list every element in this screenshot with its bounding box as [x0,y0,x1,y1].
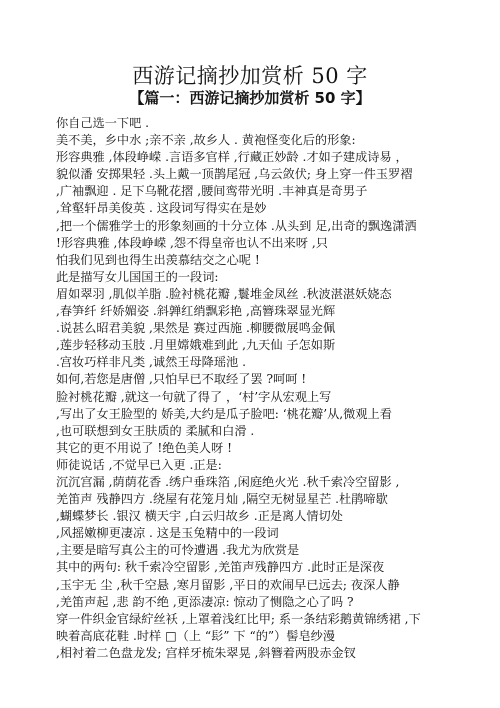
body-line: ,玉宇无 尘 ,秋千空悬 ,寒月留影 ,平日的欢闹早已远去; 夜深人静 [56,577,400,592]
body-line: ,春笋纤 纤娇媚姿 .斜亸红绡飘彩艳 ,高簪珠翠显光辉 [56,304,336,319]
body-line: 映着高底花鞋 .时样 □（上 “髟” 下 “的”）髻皂纱漫 [56,628,336,643]
body-line: ,写出了女王脸型的 娇美,大约是瓜子脸吧: ‘桃花瓣’从,微观上看 [56,406,392,421]
body-line: 美不美，乡中水 ;亲不亲 ,故乡人 . 黄袍怪变化后的形象: [56,133,356,148]
body-line: 此是描写女儿国国王的一段词: [56,269,219,284]
body-line: ,也可联想到女王肤质的 柔腻和白滑 . [56,423,255,438]
body-line: 师徒说话 ,不觉早已入更 .正是: [56,457,222,472]
body-line: 穿一件织金官绿紵丝袄 ,上罩着浅红比甲; 系一条结彩鹅黄锦绣裙 ,下 [56,611,421,626]
document-title: 西游记摘抄加赏析 50 字 [132,64,368,88]
body-line: 如何,若您是唐僧 ,只怕早已不取经了罢 ?呵呵 ! [56,372,307,387]
body-line: ,莲步轻移动玉肢 .月里嫦娥难到此 ,九天仙 子怎如斯 [56,338,336,353]
body-line: ,相衬着二色盘龙发; 宫样牙梳朱翠晃 ,斜簪着两股赤金钗 [56,645,356,660]
body-line: .宫妆巧样非凡类 ,诚然王母降瑶池 . [56,355,246,370]
body-line: 形容典雅 ,体段峥嵘 .言语多官样 ,行藏正妙龄 .才如子建成诗易 ， [56,150,408,165]
body-line: 沉沉宫漏 ,荫荫花香 .绣户垂珠箔 ,闲庭绝火光 .秋千索冷空留影 , [56,474,400,489]
body-line: 其中的两句: 秋千索冷空留影 ,羌笛声残静四方 .此时正是深夜 [56,560,385,575]
body-line: ,耸壑轩昂美俊英 . 这段词写得实在是妙 [56,201,267,216]
section-heading: 【篇一：西游记摘抄加赏析 50 字】 [129,89,371,107]
body-line: 脸衬桃花瓣 ,就这一句就了得了 ，‘村’字从宏观上写 [56,389,332,404]
body-line: 你自己选一下吧 . [56,116,150,130]
body-line: ,风摇嫩柳更凄凉 . 这是玉兔精中的一段词 [56,526,279,541]
body-line: 眉如翠羽 ,肌似羊脂 .脸衬桃花瓣 ,鬟堆金凤丝 .秋波湛湛妖娆态 [56,286,392,301]
body-line: .说甚么昭君美貌 ,果然是 赛过西施 .柳腰微展鸣金佩 [56,321,336,336]
body-line: ,广袖飘迎 . 足下乌靴花摺 ,腰间鸾带光明 .丰神真是奇男子 [56,184,368,199]
body-line: ,把一个儒雅学士的形象刻画的十分立体 .从头到 足,出奇的飘逸潇洒 [56,218,417,233]
body-line: ,羌笛声起 ,悲 韵不绝 ,更添凄凉: 惊动了恻隐之心了吗 ? [56,594,354,609]
body-line: ,蝴蝶梦长 .银汉 横天宇 ,白云归故乡 .正是离人情切处 [56,509,343,524]
body-line: 其它的更不用说了 !绝色美人呀 ! [56,440,232,455]
body-line: 怕我们见到也得生出羡慕结交之心呢 ! [56,252,260,267]
body-line: 羌笛声 残静四方 .绕屋有花笼月灿 ,隔空无树显星芒 .杜鹃啼歇 [56,492,388,507]
body-line: !形容典雅 ,体段峥嵘 ,怨不得皇帝也认不出来呀 ,只 [56,235,328,250]
body-line: 貌似潘 安掷果轻 .头上戴一顶鹊尾冠 ,乌云敛伏; 身上穿一件玉罗褶 [56,167,413,182]
document-body [56,115,486,662]
body-line: ,主要是暗写真公主的可怜遭遇 .我尤为欣赏是 [56,543,300,558]
